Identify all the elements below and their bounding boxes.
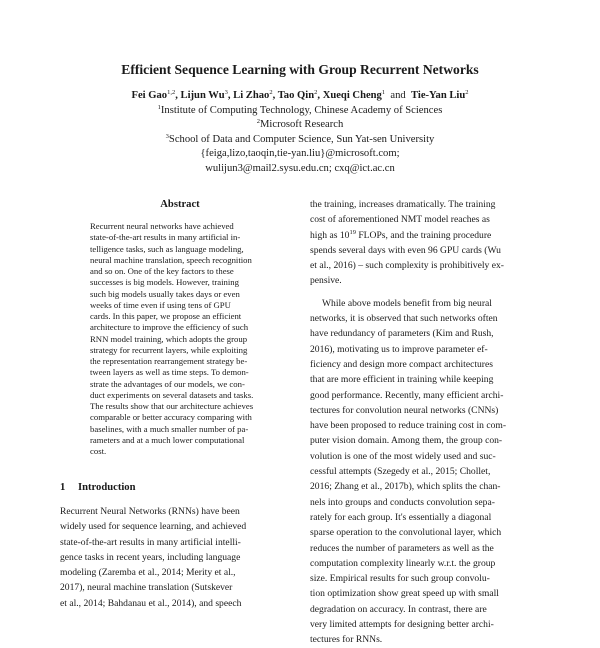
text-line: have been proposed to reduce training cost in com- [310, 420, 507, 432]
text-line: and so on. One of the key factors to these [90, 266, 234, 276]
text-line: While above models benefit from big neural [322, 297, 492, 309]
text-line: spends several days with even 96 GPU cards (Wu [310, 244, 501, 256]
text-line: state-of-the-art results in many artificial intelli- [60, 536, 241, 548]
text-line: volution is one of the most widely used and suc- [310, 450, 496, 462]
text-line: et al., 2014; Bahdanau et al., 2014), and speech [60, 597, 242, 609]
text-line: neural machine translation, speech recognition [90, 254, 252, 265]
text-line: architecture to improve the efficiency of such [90, 322, 249, 333]
text-line: cards. In this paper, we propose an efficient [90, 311, 242, 321]
text-line: that are more efficient in training while keeping [310, 374, 494, 386]
abstract-heading: Abstract [160, 199, 200, 210]
text-line: good performance. Recently, many efficient archi- [310, 389, 504, 401]
text-line: size. Empirical results for such group convolu- [310, 573, 490, 585]
author: Tie-Yan Liu [411, 90, 466, 101]
text-line: 2016; Zhang et al., 2017b), which splits the chan- [310, 481, 501, 493]
text-line: have redundancy of parameters (Kim and Rush, [310, 328, 494, 340]
text-line: cost. [90, 446, 107, 456]
affiliation-line: $^3$School of Data and Computer Science, Sun Yat-sen University [165, 133, 435, 145]
author-list: Fei Gao$^{1,2}$, Lijun Wu$^3$, Li Zhao$^2$, Tao Qin$^2$, Xueqi Cheng$^1$ and Tie-Yan Liu$^2$ [131, 89, 469, 101]
author: Lijun Wu [180, 90, 225, 101]
introduction-body [60, 504, 300, 611]
author: Xueqi Cheng [322, 90, 382, 101]
text-line: comparable or better accuracy comparing with [90, 412, 252, 423]
abstract-body [90, 221, 275, 457]
author: Li Zhao [233, 90, 270, 101]
text-line: The results show that our architecture achieves [90, 401, 254, 411]
text-line: the training, increases dramatically. The training [310, 199, 496, 210]
text-line: Recurrent Neural Networks (RNNs) have been [60, 506, 240, 517]
text-line: networks, it is observed that such networks often [310, 313, 498, 325]
text-line: cessful attempts (Szegedy et al., 2015; Chollet, [310, 466, 491, 478]
text-line: cost of aforementioned NMT model reaches as [310, 214, 490, 226]
affiliation-marker: 3 [224, 89, 228, 96]
affiliation-line: $^2$Microsoft Research [256, 118, 344, 130]
exponent: 19 [349, 228, 356, 236]
text-line: modeling (Zaremba et al., 2014; Merity et al., [60, 567, 236, 579]
text-line: rately for each group. It's essentially a diagonal [310, 511, 492, 523]
author: Fei Gao [131, 90, 168, 101]
affiliation-marker: 1,2 [167, 89, 176, 96]
text-line: widely used for sequence learning, and achieved [60, 521, 247, 533]
section-heading [60, 481, 136, 495]
paragraph-gap [310, 289, 545, 296]
text-line: puter vision domain. Among them, the group con- [310, 435, 503, 447]
text-line: telligence tasks, such as language modeling, [90, 243, 244, 254]
text-line: 2017), neural machine translation (Sutskever [60, 582, 233, 594]
text-line: 2016), motivating us to improve parameter ef- [310, 343, 488, 355]
affiliation-marker: 2 [465, 89, 469, 96]
text-line: the representation rearrangement strategy be- [90, 356, 248, 366]
text-line: such big models usually takes days or even [90, 288, 240, 299]
email-line: {feiga,lizo,taoqin,tie-yan.liu}@microsoft.com; [200, 148, 400, 159]
text-line: degradation on accuracy. In contrast, there are [310, 603, 487, 615]
affiliation-marker: 2 [269, 89, 273, 96]
text-line: tectures for convolution neural networks (CNNs) [310, 404, 499, 416]
text-line: sparse operation to the convolutional layer, which [310, 527, 502, 539]
text-line: high as $10^{19}$ FLOPs, and the training procedure [310, 228, 492, 241]
text-line: RNN model training, which adopts the group [90, 333, 248, 344]
text-line: strate the advantages of our models, we con- [90, 378, 245, 389]
text-line: state-of-the-art results in many artificial in- [90, 232, 241, 243]
text-line: duct experiments on several datasets and tasks. [90, 389, 254, 400]
text-line: ficiency and design more compact architectures [310, 358, 493, 370]
text-line: successes is big models. However, training [90, 277, 239, 288]
text-line: et al., 2016) – such complexity is prohibitively ex- [310, 260, 504, 272]
section-title: Introduction [78, 482, 136, 493]
text-line: strategy for recurrent layers, while exploiting [90, 344, 248, 355]
author-conjunction: and [390, 90, 406, 101]
right-column [310, 197, 545, 648]
email-line: wulijun3@mail2.sysu.edu.cn; cxq@ict.ac.cn [205, 163, 395, 174]
text-line: pensive. [310, 275, 342, 287]
text-line: nels into groups and conducts convolution sepa- [310, 496, 495, 508]
text-line: tectures for RNNs. [310, 634, 383, 646]
affiliation-line: $^1$Institute of Computing Technology, Chinese Academy of Sciences [157, 104, 443, 116]
text-line: weeks of time even if using tens of GPU [90, 299, 231, 310]
text-line: computation complexity linearly w.r.t. the group [310, 557, 496, 569]
text-line: gence tasks in recent years, including language [60, 551, 241, 563]
text-line: tween layers as well as time steps. To demon- [90, 367, 249, 378]
author: Tao Qin [277, 90, 315, 101]
text-line: reduces the number of parameters as well as the [310, 542, 494, 554]
affiliation-marker: 1 [381, 89, 386, 96]
text-line: baselines, with a much smaller number of pa- [90, 423, 249, 434]
text-line: tion optimization show great speed up with small [310, 588, 499, 600]
text-line: Recurrent neural networks have achieved [90, 221, 234, 231]
section-number: 1 [60, 482, 66, 493]
paper-title: Efficient Sequence Learning with Group Recurrent Networks [121, 62, 479, 77]
text-line: very limited attempts for designing better archi- [310, 619, 494, 631]
affiliation-marker: 2 [314, 89, 318, 96]
text-line: rameters and at a much lower computational [90, 434, 245, 445]
